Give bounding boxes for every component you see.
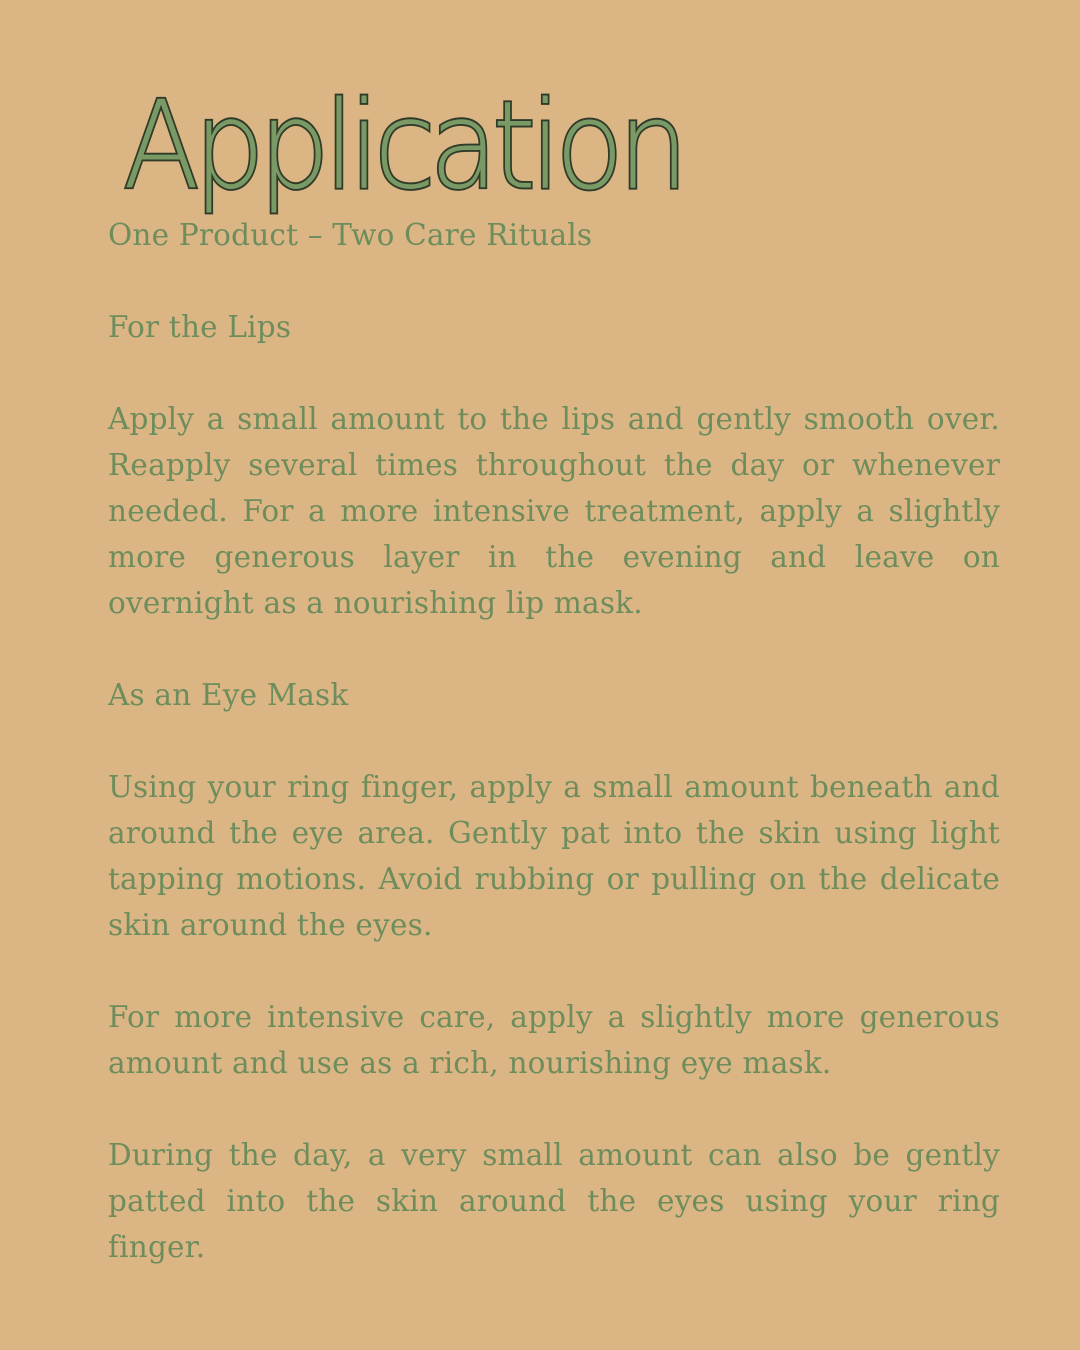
- page-title: [118, 60, 683, 220]
- section-heading-eyes: As an Eye Mask: [108, 678, 349, 712]
- content-body: [108, 212, 1000, 1270]
- handwritten-title-art: [118, 60, 683, 220]
- page-title-text: Application: [123, 76, 683, 217]
- lips-paragraph: Apply a small amount to the lips and gently smooth over. Reapply several times throughout the day or whenever needed. For a more intensive treatment, apply a slightly more generous layer in the evening and leave on overnight as a nourishing lip mask.: [108, 402, 1000, 620]
- eyes-paragraph-1: Using your ring finger, apply a small amount beneath and around the eye area. Gently pat into the skin using light tapping motions. Avoid rubbing or pulling on the delicate skin around the eyes.: [108, 770, 1000, 942]
- page-subtitle: One Product – Two Care Rituals: [108, 218, 593, 252]
- spacer: [108, 350, 1000, 396]
- spacer: [108, 626, 1000, 672]
- spacer: [108, 718, 1000, 764]
- spacer: [108, 258, 1000, 304]
- spacer: [108, 948, 1000, 994]
- spacer: [108, 1086, 1000, 1132]
- eyes-paragraph-3: During the day, a very small amount can also be gently patted into the skin around the eyes using your ring finger.: [108, 1138, 1000, 1264]
- section-heading-lips: For the Lips: [108, 310, 292, 344]
- eyes-paragraph-2: For more intensive care, apply a slightly more generous amount and use as a rich, nourishing eye mask.: [108, 1000, 1000, 1080]
